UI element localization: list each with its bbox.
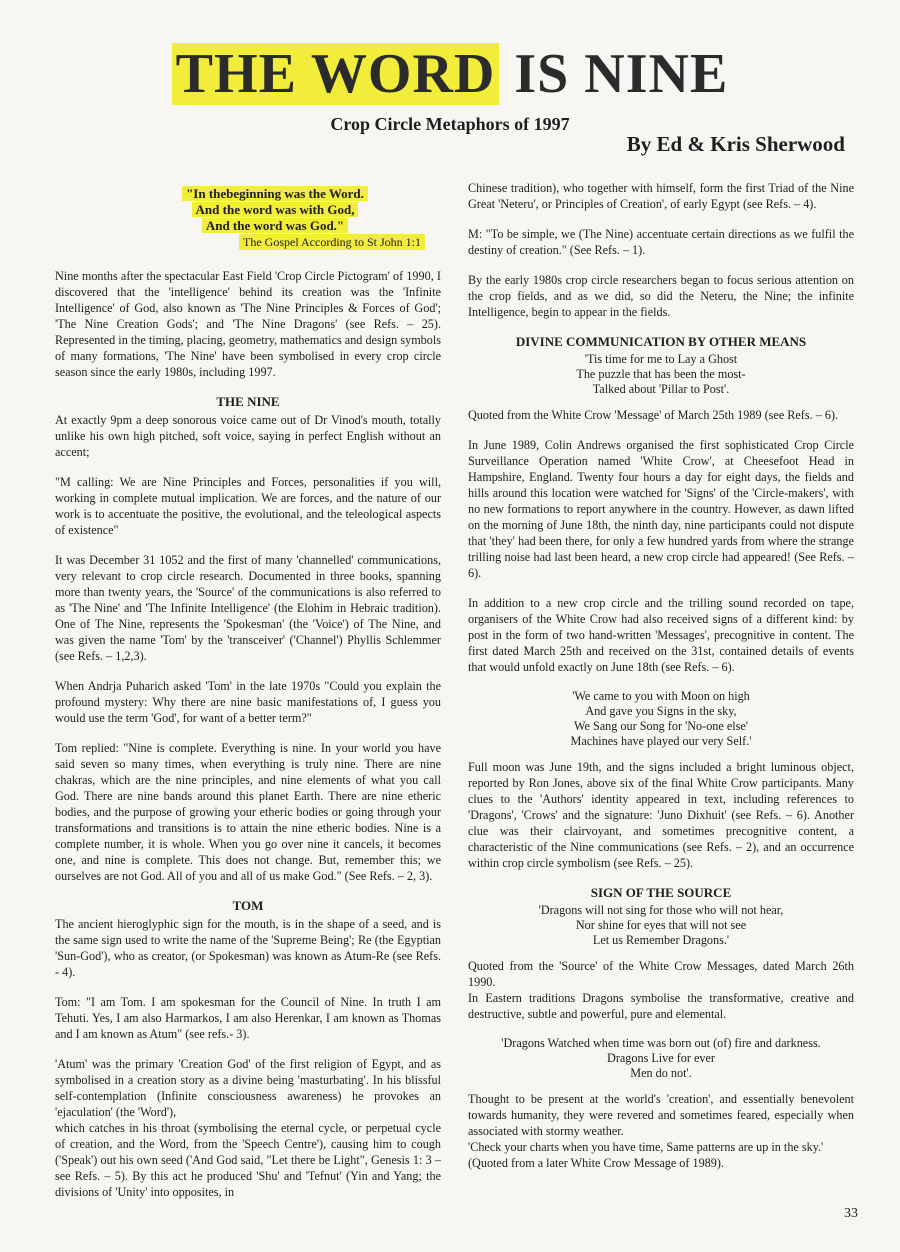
epigraph-citation: The Gospel According to St John 1:1 bbox=[239, 234, 425, 250]
verse-line: 'We came to you with Moon on high bbox=[572, 689, 750, 703]
verse bbox=[468, 352, 854, 397]
byline: By Ed & Kris Sherwood bbox=[626, 132, 845, 156]
verse-line: Let us Remember Dragons.' bbox=[592, 933, 730, 947]
epigraph bbox=[125, 186, 425, 250]
title-rest: IS NINE bbox=[514, 43, 729, 105]
paragraph: When Andrja Puharich asked 'Tom' in the late 1970s "Could you explain the profound mystery: Why there are nine basic manifestations of, I guess you would use the term 'God', for want of a better term?" bbox=[55, 679, 441, 725]
paragraph: Tom replied: "Nine is complete. Everything is nine. In your world you have said seven so many times, when everything is truly nine. There are nine chakras, which are the nine principles, and nine elements of what you call God. There are nine bands around this planet Earth. There are nine etheric bodies, and the purpose of growing your etheric bodies or going through your transformations and transitions is to attain the nine etheric bodies. Nine is a complete number, it is whole. When you go over nine it cancels, it becomes one, and nine is complete. This does not change. But, remember this; we ourselves are not God. All of you and all of us make God." (See Refs. – 2, 3). bbox=[55, 741, 441, 883]
title-highlighted: THE WORD bbox=[172, 43, 500, 105]
page-title bbox=[172, 44, 729, 104]
section-heading: DIVINE COMMUNICATION BY OTHER MEANS bbox=[515, 334, 807, 349]
paragraph: In addition to a new crop circle and the trilling sound recorded on tape, organisers of the White Crow had also received signs of a different kind: by post in the form of two hand-written 'Messages', precognitive in content. The first dated March 25th and received on the 31st, contained details of events that would unfold exactly on June 18th (see Refs. – 6). bbox=[468, 596, 854, 674]
section-heading: TOM bbox=[232, 898, 264, 913]
verse-line: Nor shine for eyes that will not see bbox=[575, 918, 747, 932]
verse-line: 'Tis time for me to Lay a Ghost bbox=[584, 352, 738, 366]
paragraph: Full moon was June 19th, and the signs included a bright luminous object, reported by Ron Jones, above six of the final White Crow participants. Many clues to the 'Authors' identity appeared in text, including references to 'Dragons', 'Crows' and the signature: 'Juno Dixhuit' (see Refs. – 6). Another clue was their clairvoyant, and sometimes precognitive content, a characteristic of the Nine communications (see Refs. – 2), and an occurrence within crop circle symbolism (see Refs. – 25). bbox=[468, 760, 854, 870]
verse-line: Machines have played our very Self.' bbox=[570, 734, 752, 748]
verse bbox=[468, 689, 854, 749]
section-heading: THE NINE bbox=[216, 394, 280, 409]
title-block bbox=[0, 44, 900, 104]
paragraph: Tom: "I am Tom. I am spokesman for the Council of Nine. In truth I am Tehuti. Yes, I am also Harmarkos, I am also Herenkar, I am known as Thomas and I am known as Atum" (see refs.- 3). bbox=[55, 995, 441, 1041]
paragraph: 'Atum' was the primary 'Creation God' of the first religion of Egypt, and as symbolised in a creation story as a divine being 'masturbating'. In his blissful self-contemplation (Infinite consciousness awareness) he provokes an 'ejaculation' (the 'Word'), bbox=[55, 1057, 441, 1119]
verse-line: Dragons Live for ever bbox=[607, 1051, 715, 1065]
paragraph: In Eastern traditions Dragons symbolise the transformative, creative and destructive, subtle and powerful, pure and elemental. bbox=[468, 991, 854, 1021]
section-heading: SIGN OF THE SOURCE bbox=[590, 885, 732, 900]
verse-line: 'Dragons Watched when time was born out (of) fire and darkness. bbox=[501, 1036, 821, 1050]
page-number: 33 bbox=[844, 1206, 858, 1221]
right-column bbox=[468, 180, 854, 1185]
paragraph: Quoted from the 'Source' of the White Crow Messages, dated March 26th 1990. bbox=[468, 959, 854, 989]
paragraph: It was December 31 1052 and the first of many 'channelled' communications, very relevant to crop circle research. Documented in three books, spanning more than twenty years, the 'Source' of the communications is also referred to as 'The Nine' and 'The Infinite Intelligence' (the Elohim in Hebraic tradition). One of The Nine, represents the 'Spokesman' (the 'Voice') of The Nine, and was given the name 'Tom' by the 'transceiver' ('Channel') Phyllis Schlemmer (see Refs. – 1,2,3). bbox=[55, 553, 441, 663]
left-column bbox=[55, 180, 441, 1214]
paragraph: By the early 1980s crop circle researchers began to focus serious attention on the crop fields, and as we did, so did the Neteru, the Nine; the infinite Intelligence, begin to appear in the fields. bbox=[468, 273, 854, 319]
paragraph: 'Check your charts when you have time, Same patterns are up in the sky.' bbox=[468, 1140, 824, 1154]
verse bbox=[468, 1036, 854, 1081]
verse-line: We Sang our Song for 'No-one else' bbox=[574, 719, 748, 733]
verse-line: And gave you Signs in the sky, bbox=[585, 704, 737, 718]
paragraph: Quoted from the White Crow 'Message' of March 25th 1989 (see Refs. – 6). bbox=[468, 408, 839, 422]
epigraph-line: "In thebeginning was the Word. bbox=[182, 186, 368, 201]
verse bbox=[468, 903, 854, 948]
verse-line: Talked about 'Pillar to Post'. bbox=[592, 382, 730, 396]
paragraph: The ancient hieroglyphic sign for the mouth, is in the shape of a seed, and is the same sign used to write the name of the 'Supreme Being'; Re (the Egyptian 'Sun-God'), who as creator, (or Spokesman) was known as Atum-Re (see Refs. - 4). bbox=[55, 917, 441, 979]
epigraph-line: And the word was God." bbox=[202, 218, 348, 233]
paragraph: (Quoted from a later White Crow Message of 1989). bbox=[468, 1156, 724, 1170]
verse-line: 'Dragons will not sing for those who will not hear, bbox=[538, 903, 784, 917]
paragraph: Thought to be present at the world's 'creation', and essentially benevolent towards humanity, they were revered and sometimes feared, especially when associated with stormy weather. bbox=[468, 1092, 854, 1138]
paragraph: Nine months after the spectacular East Field 'Crop Circle Pictogram' of 1990, I discovered that the 'intelligence' behind its creation was the 'Infinite Intelligence' of God, also known as 'The Nine Principles & Forces of God'; 'The Nine Creation Gods'; and 'The Nine Dragons' (see Refs. – 25). Represented in the timing, placing, geometry, mathematics and design symbols of many formations, 'The Nine' have been symbolised in every crop circle season since the early 1980s, including 1997. bbox=[55, 269, 441, 379]
paragraph: Chinese tradition), who together with himself, form the first Triad of the Nine Great 'Neteru', or Principles of Creation', of early Egypt (see Refs. – 4). bbox=[468, 181, 854, 211]
subtitle: Crop Circle Metaphors of 1997 bbox=[330, 114, 570, 134]
paragraph: In June 1989, Colin Andrews organised the first sophisticated Crop Circle Surveillance Operation named 'White Crow', at Cheesefoot Head in Hampshire, England. Twenty four hours a day for eight days, the fields and hills around this location were watched for 'Signs' of the 'Circle-makers', with no new formations to report anywhere in the country. However, as dawn lifted on the morning of June 18th, the ninth day, nine participants could not dispute that 'they' had been there, for only a few hundred yards from where the strange trilling noise had last been heard, a new crop circle had appeared! (See Refs. – 6). bbox=[468, 438, 854, 580]
paragraph: At exactly 9pm a deep sonorous voice came out of Dr Vinod's mouth, totally unlike his own high pitched, soft voice, saying in perfect English without an accent; bbox=[55, 413, 441, 459]
paragraph: M: "To be simple, we (The Nine) accentuate certain directions as we fulfil the destiny of creation." (See Refs. – 1). bbox=[468, 227, 854, 257]
verse-line: The puzzle that has been the most- bbox=[576, 367, 746, 381]
paragraph: which catches in his throat (symbolising the eternal cycle, or perpetual cycle of creation, and the Word, from the 'Speech Centre'), causing him to cough ('Speak') out his own seed ('And God said, "Let there be Light", Genesis 1: 3 – see Refs. – 5). By this act he produced 'Shu' and 'Tefnut' (Yin and Yang; the divisions of 'Unity' into opposites, in bbox=[55, 1121, 441, 1199]
epigraph-line: And the word was with God, bbox=[192, 202, 359, 217]
verse-line: Men do not'. bbox=[630, 1066, 692, 1080]
paragraph: "M calling: We are Nine Principles and Forces, personalities if you will, working in complete mutual implication. We are forces, and the nature of our work is to accentuate the positive, the evolutional, and the teleological aspects of existence" bbox=[55, 475, 441, 537]
